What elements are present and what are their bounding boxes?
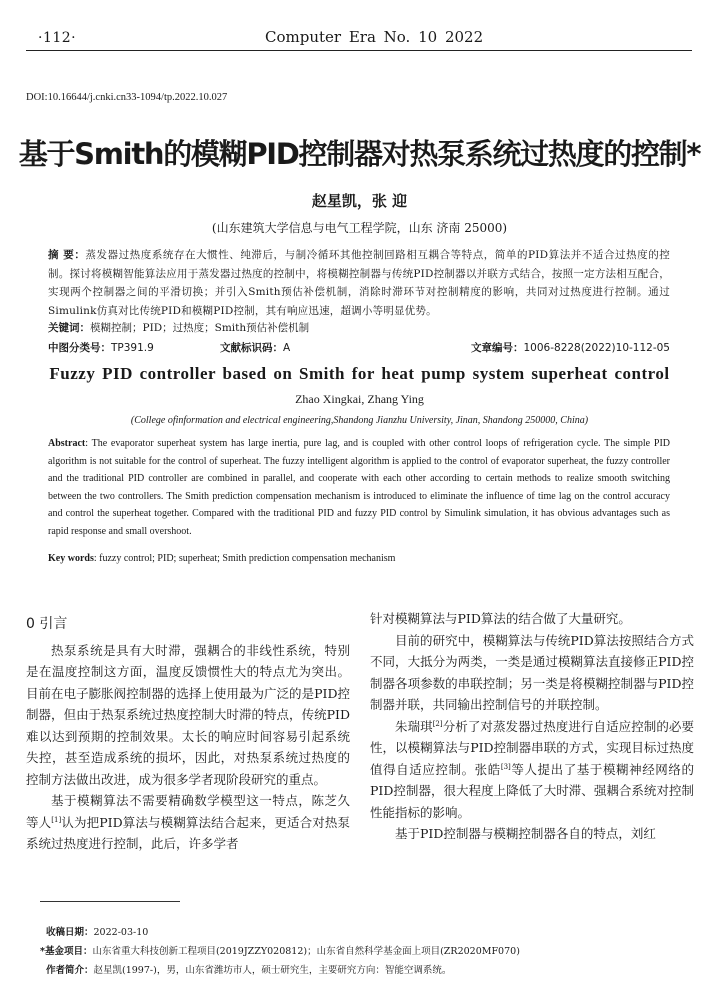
footnote-received: 收稿日期：2022-03-10 <box>46 927 149 938</box>
abstract-zh-text: 蒸发器过热度系统存在大惯性、纯滞后，与制冷循环其他控制回路相互耦合等特点，简单的PID算法并不适合过热度的控制。探讨将模糊智能算法应用于蒸发器过热度的控制中，将模糊控制器与传统PID控制器以并联方式结合，按照一定方法相互配合，实现两个控制器之间的平滑切换；并引入Smith预估补偿机制，消除时滞环节对控制精度的影响，共同对过热度进行控制。通过Simulink仿真对比传统PID和模糊PID控制，其有响应迅速，超调小等明显优势。 <box>48 249 670 317</box>
affiliation-zh: (山东建筑大学信息与电气工程学院，山东 济南 25000) <box>211 221 508 235</box>
keywords-en-text: : fuzzy control; PID; superheat; Smith prediction compensation mechanism <box>93 553 396 564</box>
paper-title-zh: 基于Smith的模糊PID控制器对热泵系统过热度的控制* <box>18 137 701 171</box>
citation-ref: [2] <box>432 719 443 728</box>
keywords-zh-text: 模糊控制；PID；过热度；Smith预估补偿机制 <box>90 322 310 334</box>
abstract-zh-label: 摘 要： <box>48 249 86 261</box>
abstract-en <box>48 435 670 540</box>
keywords-zh-label: 关键词： <box>48 322 90 334</box>
page-number: ·112· <box>38 30 77 46</box>
footnote-author-bio: 作者简介：赵星凯(1997-)，男，山东省潍坊市人，硕士研究生，主要研究方向：智能空调系统。 <box>46 965 452 976</box>
footnote-rule <box>40 901 180 902</box>
keywords-en-label: Key words <box>48 553 94 564</box>
body-left-column <box>26 614 350 855</box>
paper-title-en: Fuzzy PID controller based on Smith for heat pump system superheat control <box>49 364 670 383</box>
journal-header: Computer Era No. 10 2022 <box>265 28 484 46</box>
abstract-en-text: : The evaporator superheat system has large inertia, pure lag, and is coupled with other control loops of refrigeration cycle. The simple PID algorithm is not suitable for the control of superheat. The fuzzy intelligent algorithm is applied to the control of evaporator superheat, the fuzzy controller and the traditional PID controller are combined in parallel, and cooperate with each other according to certain methods to realize smooth switching between the two controllers. The Smith prediction compensation mechanism is introduced to eliminate the influence of time lag on the control accuracy and control the superheat together. Compared with the traditional PID and fuzzy PID control by Simulink simulation, it has obvious advantages such as rapid response and small overshoot. <box>48 438 670 537</box>
clc-code: 中图分类号：TP391.9 <box>48 342 154 354</box>
body-paragraph: 基于模糊算法不需要精确数学模型这一特点，陈芝久等人[1]认为把PID算法与模糊算法结合起来，更适合对热泵系统过热度进行控制，此后，许多学者 <box>26 793 350 851</box>
authors-en: Zhao Xingkai, Zhang Ying <box>295 392 424 406</box>
keywords-zh <box>48 320 309 335</box>
section-heading-introduction: 0 引言 <box>26 616 68 632</box>
doi: DOI:10.16644/j.cnki.cn33-1094/tp.2022.10.027 <box>26 92 228 103</box>
citation-ref: [3] <box>500 762 511 771</box>
abstract-en-label: Abstract <box>48 438 86 449</box>
abstract-zh <box>48 246 670 320</box>
document-code: 文献标识码：A <box>220 342 291 354</box>
authors-zh: 赵星凯，张 迎 <box>311 192 408 210</box>
body-paragraph: 朱瑞琪[2]分析了对蒸发器过热度进行自适应控制的必要性，以模糊算法与PID控制器串联的方式，实现目标过热度值得自适应控制。张皓[3]等人提出了基于模糊神经网络的PID控制器，很大程度上降低了大时滞、强耦合系统对控制性能指标的影响。 <box>370 718 694 820</box>
article-number: 文章编号：1006-8228(2022)10-112-05 <box>471 342 670 354</box>
body-paragraph: 针对模糊算法与PID算法的结合做了大量研究。 <box>370 611 631 626</box>
body-paragraph: 基于PID控制器与模糊控制器各自的特点，刘红 <box>395 826 656 841</box>
body-paragraph: 目前的研究中，模糊算法与传统PID算法按照结合方式不同，大抵分为两类，一类是通过模糊算法直接修正PID控制器各项参数的串联控制；另一类是将模糊控制器与PID控制器并联，共同输出控制信号的并联控制。 <box>370 632 694 712</box>
keywords-en <box>48 553 395 564</box>
header-rule <box>26 50 692 51</box>
citation-ref: [1] <box>51 815 62 824</box>
footnote-fund: *基金项目：山东省重大科技创新工程项目(2019JZZY020812)；山东省自然科学基金面上项目(ZR2020MF070) <box>40 946 520 957</box>
body-paragraph: 热泵系统是具有大时滞，强耦合的非线性系统，特别是在温度控制这方面，温度反馈惯性大的特点尤为突出。目前在电子膨胀阀控制器的选择上使用最为广泛的是PID控制器，但由于热泵系统过热度控制大时滞的特点，传统PID难以达到预期的控制效果。太长的响应时间容易引起系统失控，甚至造成系统的损坏，因此，对热泵系统过热度的控制方法做出改进，成为很多学者现阶段研究的重点。 <box>26 642 350 787</box>
affiliation-en: (College ofinformation and electrical engineering,Shandong Jianzhu University, Jinan, Shandong 250000, China) <box>130 415 589 426</box>
body-right-column <box>370 608 694 845</box>
